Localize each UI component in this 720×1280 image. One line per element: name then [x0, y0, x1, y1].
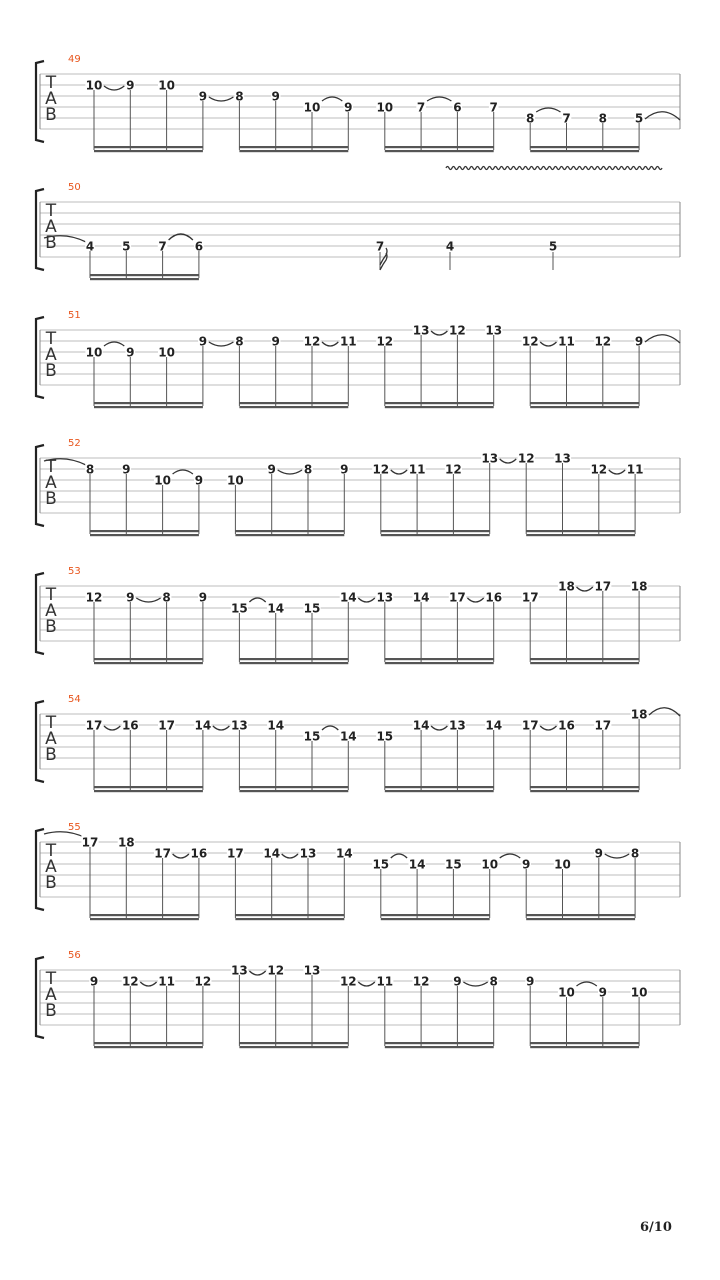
- fret-number: 13: [449, 718, 466, 733]
- tie-arc: [577, 982, 597, 986]
- tab-clef-letter: B: [45, 105, 57, 125]
- fret-number: 13: [231, 718, 248, 733]
- fret-number: 12: [445, 462, 462, 477]
- beam: [94, 406, 203, 408]
- fret-number: 12: [412, 974, 430, 989]
- tab-clef-letter: T: [45, 585, 57, 605]
- tie-arc: [140, 982, 156, 986]
- tie-arc: [282, 854, 298, 858]
- measure-number: 50: [68, 182, 81, 193]
- fret-number: 10: [303, 100, 321, 115]
- measure-number: 53: [68, 566, 81, 577]
- fret-number: 14: [485, 718, 503, 733]
- fret-number: 9: [526, 974, 535, 989]
- tab-clef-letter: B: [45, 873, 57, 893]
- tie-arc: [645, 112, 680, 120]
- tab-clef-letter: T: [45, 73, 57, 93]
- tab-clef-letter: A: [45, 473, 57, 493]
- fret-number: 17: [594, 579, 612, 594]
- fret-number: 10: [481, 857, 499, 872]
- tab-clef-letter: T: [45, 329, 57, 349]
- tie-arc: [173, 470, 193, 474]
- fret-number: 7: [375, 239, 385, 254]
- fret-number: 12: [449, 323, 466, 338]
- fret-number: 7: [489, 100, 498, 115]
- fret-number: 12: [267, 963, 285, 978]
- fret-number: 16: [190, 846, 208, 861]
- fret-number: 5: [548, 239, 558, 254]
- tie-arc: [463, 982, 487, 986]
- tab-clef-letter: B: [45, 361, 57, 381]
- fret-number: 9: [89, 974, 99, 989]
- fret-number: 9: [453, 974, 462, 989]
- beam: [530, 146, 639, 148]
- fret-number: 9: [271, 334, 280, 349]
- fret-number: 13: [231, 963, 248, 978]
- fret-number: 14: [412, 718, 430, 733]
- tie-arc: [467, 598, 483, 602]
- fret-number: 10: [158, 345, 175, 360]
- tie-arc: [391, 470, 407, 474]
- tie-arc: [536, 108, 560, 112]
- beam: [381, 918, 490, 920]
- measure-number: 52: [68, 438, 81, 449]
- fret-number: 8: [526, 111, 535, 126]
- tie-arc: [104, 342, 124, 346]
- tab-clef-letter: T: [45, 841, 57, 861]
- tab-clef-letter: B: [45, 233, 57, 253]
- tie-arc: [358, 598, 375, 602]
- fret-number: 9: [194, 473, 204, 488]
- beam: [239, 658, 348, 660]
- fret-number: 14: [335, 846, 353, 861]
- fret-number: 11: [626, 462, 644, 477]
- fret-number: 9: [126, 345, 135, 360]
- fret-number: 15: [376, 729, 394, 744]
- fret-number: 16: [558, 718, 575, 733]
- fret-number: 18: [630, 707, 648, 722]
- tab-clef-letter: T: [45, 713, 57, 733]
- fret-number: 12: [372, 462, 390, 477]
- beam: [235, 918, 344, 920]
- beam: [94, 1042, 203, 1044]
- beam: [94, 790, 203, 792]
- fret-number: 12: [590, 462, 608, 477]
- fret-number: 17: [154, 846, 171, 861]
- fret-number: 6: [453, 100, 462, 115]
- beam: [385, 1046, 494, 1048]
- fret-number: 13: [554, 451, 571, 466]
- fret-number: 13: [412, 323, 430, 338]
- fret-number: 11: [376, 974, 394, 989]
- fret-number: 10: [630, 985, 648, 1000]
- beam: [239, 146, 348, 148]
- tab-clef-letter: B: [45, 745, 57, 765]
- fret-number: 9: [267, 462, 276, 477]
- tie-arc: [605, 854, 629, 858]
- tie-arc: [249, 971, 265, 975]
- tie-arc: [209, 97, 234, 101]
- tie-arc: [540, 726, 556, 730]
- fret-number: 12: [85, 590, 103, 605]
- fret-number: 5: [122, 239, 131, 254]
- beam: [235, 914, 344, 916]
- fret-number: 14: [263, 846, 281, 861]
- fret-number: 10: [85, 78, 103, 93]
- fret-number: 4: [85, 239, 95, 254]
- fret-number: 11: [558, 334, 575, 349]
- tab-clef-letter: A: [45, 857, 57, 877]
- fret-number: 8: [235, 89, 244, 104]
- measure-number: 54: [68, 694, 81, 705]
- fret-number: 9: [594, 846, 603, 861]
- beam: [239, 150, 348, 152]
- fret-number: 8: [85, 462, 95, 477]
- beam: [94, 1046, 203, 1048]
- measure-number: 56: [68, 950, 81, 961]
- fret-number: 6: [194, 239, 204, 254]
- beam: [385, 1042, 494, 1044]
- beam: [530, 406, 639, 408]
- fret-number: 7: [562, 111, 571, 126]
- fret-number: 9: [340, 462, 349, 477]
- beam: [385, 150, 494, 152]
- fret-number: 14: [339, 590, 357, 605]
- fret-number: 12: [121, 974, 139, 989]
- tab-clef-letter: A: [45, 601, 57, 621]
- fret-number: 10: [85, 345, 103, 360]
- fret-number: 12: [339, 974, 357, 989]
- fret-number: 14: [339, 729, 357, 744]
- tie-arc: [358, 982, 375, 986]
- tie-arc: [427, 97, 451, 101]
- fret-number: 12: [594, 334, 612, 349]
- beam: [239, 1042, 348, 1044]
- beam: [526, 530, 635, 532]
- fret-number: 18: [117, 835, 135, 850]
- fret-number: 9: [122, 462, 131, 477]
- tab-clef-letter: A: [45, 985, 57, 1005]
- beam: [530, 662, 639, 664]
- tie-arc: [431, 331, 447, 335]
- fret-number: 17: [227, 846, 244, 861]
- fret-number: 15: [303, 601, 321, 616]
- beam: [385, 146, 494, 148]
- fret-number: 17: [158, 718, 175, 733]
- tab-clef-letter: B: [45, 489, 57, 509]
- beam: [90, 914, 199, 916]
- beam: [530, 790, 639, 792]
- tie-arc: [322, 342, 338, 346]
- fret-number: 8: [303, 462, 313, 477]
- page-number: 6/10: [640, 1220, 672, 1235]
- beam: [530, 402, 639, 404]
- fret-number: 17: [594, 718, 612, 733]
- fret-number: 7: [416, 100, 426, 115]
- beam: [526, 914, 635, 916]
- tab-clef-letter: A: [45, 217, 57, 237]
- fret-number: 15: [445, 857, 462, 872]
- tab-clef-letter: T: [45, 457, 57, 477]
- beam: [239, 790, 348, 792]
- beam: [530, 150, 639, 152]
- fret-number: 17: [81, 835, 99, 850]
- beam: [235, 530, 344, 532]
- fret-number: 7: [158, 239, 167, 254]
- beam: [381, 530, 490, 532]
- tie-arc: [322, 97, 342, 101]
- fret-number: 14: [267, 718, 285, 733]
- tie-arc: [322, 726, 338, 730]
- fret-number: 15: [303, 729, 321, 744]
- fret-number: 14: [194, 718, 212, 733]
- beam: [239, 402, 348, 404]
- tie-arc: [249, 598, 265, 602]
- tie-arc: [577, 587, 593, 591]
- fret-number: 9: [634, 334, 644, 349]
- fret-number: 17: [449, 590, 466, 605]
- tie-arc: [278, 470, 302, 474]
- fret-number: 11: [158, 974, 175, 989]
- tie-arc: [173, 854, 189, 858]
- beam: [530, 786, 639, 788]
- tie-arc: [213, 726, 230, 730]
- fret-number: 10: [227, 473, 244, 488]
- beam: [90, 530, 199, 532]
- tie-arc: [500, 459, 517, 463]
- tab-clef-letter: B: [45, 617, 57, 637]
- fret-number: 8: [630, 846, 640, 861]
- tab-clef-letter: A: [45, 345, 57, 365]
- beam: [381, 534, 490, 536]
- beam: [90, 274, 199, 276]
- tie-arc: [391, 854, 407, 858]
- fret-number: 8: [489, 974, 498, 989]
- fret-number: 10: [554, 857, 571, 872]
- fret-number: 8: [598, 111, 607, 126]
- beam: [90, 918, 199, 920]
- tie-arc: [209, 342, 234, 346]
- fret-number: 14: [408, 857, 426, 872]
- fret-number: 10: [558, 985, 575, 1000]
- fret-number: 10: [158, 78, 175, 93]
- beam: [94, 786, 203, 788]
- fret-number: 9: [198, 590, 208, 605]
- beam: [239, 406, 348, 408]
- fret-number: 8: [235, 334, 244, 349]
- tie-arc: [104, 86, 124, 90]
- fret-number: 17: [521, 718, 539, 733]
- fret-number: 9: [126, 590, 135, 605]
- tab-clef-letter: A: [45, 89, 57, 109]
- fret-number: 10: [154, 473, 171, 488]
- beam: [381, 914, 490, 916]
- fret-number: 11: [408, 462, 426, 477]
- tie-arc: [540, 342, 556, 346]
- beam: [526, 918, 635, 920]
- tab-clef-letter: T: [45, 969, 57, 989]
- beam: [239, 1046, 348, 1048]
- fret-number: 16: [121, 718, 139, 733]
- fret-number: 9: [598, 985, 607, 1000]
- fret-number: 14: [267, 601, 285, 616]
- fret-number: 10: [376, 100, 394, 115]
- beam: [530, 658, 639, 660]
- fret-number: 12: [303, 334, 321, 349]
- fret-number: 11: [339, 334, 357, 349]
- fret-number: 15: [231, 601, 248, 616]
- fret-number: 9: [344, 100, 353, 115]
- fret-number: 9: [198, 334, 208, 349]
- beam: [530, 1046, 639, 1048]
- fret-number: 4: [445, 239, 455, 254]
- tie-arc: [609, 470, 625, 474]
- fret-number: 12: [517, 451, 535, 466]
- tab-clef-letter: B: [45, 1001, 57, 1021]
- fret-number: 9: [271, 89, 280, 104]
- fret-number: 9: [522, 857, 531, 872]
- beam: [94, 146, 203, 148]
- fret-number: 17: [521, 590, 539, 605]
- beam: [385, 406, 494, 408]
- fret-number: 13: [303, 963, 321, 978]
- beam: [239, 786, 348, 788]
- tie-arc: [649, 708, 680, 716]
- measure-number: 49: [68, 54, 81, 65]
- fret-number: 13: [299, 846, 317, 861]
- fret-number: 9: [198, 89, 208, 104]
- beam: [385, 402, 494, 404]
- tab-clef-letter: A: [45, 729, 57, 749]
- beam: [235, 534, 344, 536]
- tie-arc: [645, 335, 680, 343]
- fret-number: 18: [558, 579, 575, 594]
- beam: [90, 278, 199, 280]
- beam: [239, 662, 348, 664]
- beam: [94, 662, 203, 664]
- fret-number: 16: [485, 590, 503, 605]
- fret-number: 12: [376, 334, 394, 349]
- fret-number: 18: [630, 579, 648, 594]
- beam: [385, 662, 494, 664]
- vibrato-line: [446, 167, 662, 170]
- beam: [94, 150, 203, 152]
- fret-number: 9: [126, 78, 135, 93]
- beam: [94, 658, 203, 660]
- fret-number: 13: [481, 451, 499, 466]
- fret-number: 8: [162, 590, 171, 605]
- beam: [526, 534, 635, 536]
- beam: [385, 786, 494, 788]
- fret-number: 12: [521, 334, 539, 349]
- fret-number: 14: [412, 590, 430, 605]
- tie-arc: [431, 726, 447, 730]
- tie-arc: [500, 854, 521, 858]
- fret-number: 15: [372, 857, 390, 872]
- tie-arc: [136, 598, 160, 602]
- beam: [530, 1042, 639, 1044]
- tie-arc: [104, 726, 120, 730]
- fret-number: 12: [194, 974, 212, 989]
- beam: [385, 790, 494, 792]
- beam: [90, 534, 199, 536]
- fret-number: 17: [85, 718, 103, 733]
- measure-number: 55: [68, 822, 81, 833]
- tab-clef-letter: T: [45, 201, 57, 221]
- fret-number: 13: [485, 323, 503, 338]
- measure-number: 51: [68, 310, 81, 321]
- fret-number: 5: [634, 111, 644, 126]
- fret-number: 13: [376, 590, 394, 605]
- beam: [94, 402, 203, 404]
- beam: [385, 658, 494, 660]
